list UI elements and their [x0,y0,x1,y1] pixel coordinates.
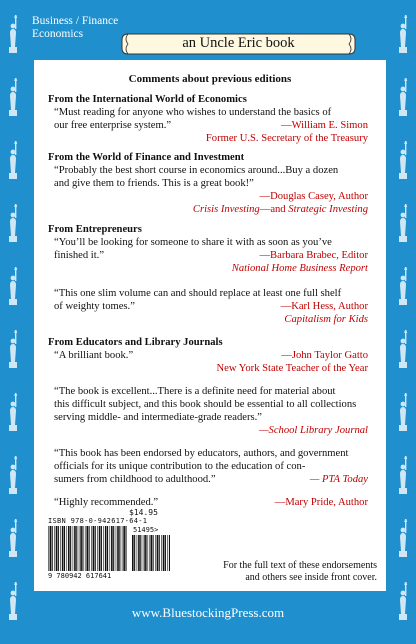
section-heading: From the World of Finance and Investment [48,152,245,163]
statue-ornament-icon [396,141,410,179]
attribution-name: —John Taylor Gatto [281,350,368,361]
quote-line: “Highly recommended.” [54,497,159,508]
statue-ornament-icon [6,519,20,557]
attribution-name: —Mary Pride, Author [274,497,368,508]
quote-line: sumers from childhood to adulthood.” [54,474,216,485]
section-finance [48,151,376,216]
statue-ornament-icon [6,141,20,179]
barcode-digits: 9 780942 617641 [48,572,112,580]
book-title: Crisis Investing [192,204,260,215]
quote-line: finished it.” [54,250,105,261]
attribution-name: —Barbara Brabec, Editor [259,250,368,261]
quote-line: “The book is excellent...There is a definite need for material about [54,386,336,397]
endorsements-panel [34,60,386,591]
quote-line: of weighty tomes.” [54,301,135,312]
quote-casey [48,164,376,190]
statue-ornament-icon [6,330,20,368]
attribution-title: New York State Teacher of the Year [216,363,368,374]
statue-ornament-icon [6,456,20,494]
statue-ornament-icon [6,393,20,431]
quote-line: “Must reading for anyone who wishes to understand the basics of [54,107,332,118]
quote-line: serving middle- and intermediate-grade readers.” [54,412,262,423]
statue-ornament-icon [396,519,410,557]
comments-heading: Comments about previous editions [128,73,292,85]
statue-ornament-icon [396,393,410,431]
quote-line: our free enterprise system.” [54,120,172,131]
category-line-2: Economics [32,28,84,40]
statue-ornament-icon [6,267,20,305]
quote-slj [48,385,376,424]
attribution-title [48,203,368,216]
barcode-price: $14.95 [129,508,158,517]
quote-line: “This book has been endorsed by educators, authors, and government [54,448,349,459]
quote-line: “This one slim volume can and should replace at least one full shelf [54,288,342,299]
statue-ornament-icon [396,204,410,242]
quote-line: and give them to friends. This is a great book!” [54,178,254,189]
attribution-title: Capitalism for Kids [284,314,368,325]
section-heading: From Entrepreneurs [48,224,142,235]
banner-text: an Uncle Eric book [182,35,295,51]
quote-line: this difficult subject, and this book should be essential to all collections [54,399,357,410]
publisher-url: www.BluestockingPress.com [131,605,285,620]
attribution-title: Former U.S. Secretary of the Treasury [205,133,368,144]
section-entrepreneurs [48,223,376,326]
statue-ornament-icon [396,330,410,368]
full-text-note [219,560,377,584]
statue-ornament-icon [396,78,410,116]
barcode-bars-addon [132,535,170,571]
quote-line: “You’ll be looking for someone to share it with as soon as you’ve [54,237,332,248]
attribution-name: —School Library Journal [259,425,368,436]
quote-line: “Probably the best short course in economics around...Buy a dozen [54,165,339,176]
series-banner [120,31,357,57]
attribution-name: — PTA Today [309,474,368,485]
category-label [32,15,118,41]
barcode-ext: 51495> [133,526,159,534]
attribution-casey [48,190,376,216]
category-line-1: Business / Finance [32,15,119,27]
section-educators [48,336,376,509]
note-line: and others see inside front cover. [245,572,377,583]
barcode-bars-main [48,526,128,571]
attribution-title: National Home Business Report [231,263,368,274]
quote-line: “A brilliant book.” [54,350,134,361]
book-joiner: —and [259,204,289,215]
section-heading: From the International World of Economics [48,94,247,105]
book-title: Strategic Investing [288,204,368,215]
quote-line: officials for its unique contribution to the education of con- [54,461,306,472]
section-heading: From Educators and Library Journals [48,337,223,348]
attribution-slj [48,424,376,437]
statue-ornament-icon [6,78,20,116]
statue-ornament-icon [6,15,20,53]
attribution-name: —Karl Hess, Author [280,301,368,312]
statue-ornament-icon [6,204,20,242]
barcode-isbn: ISBN 978-0-942617-64-1 [48,517,148,525]
statue-ornament-icon [396,15,410,53]
section-economics [48,93,376,145]
note-line: For the full text of these endorsements [223,560,377,571]
attribution-name: —William E. Simon [281,120,368,131]
attribution-name: —Douglas Casey, Author [259,191,368,202]
statue-ornament-icon [396,267,410,305]
isbn-barcode [48,508,176,581]
statue-ornament-icon [396,456,410,494]
